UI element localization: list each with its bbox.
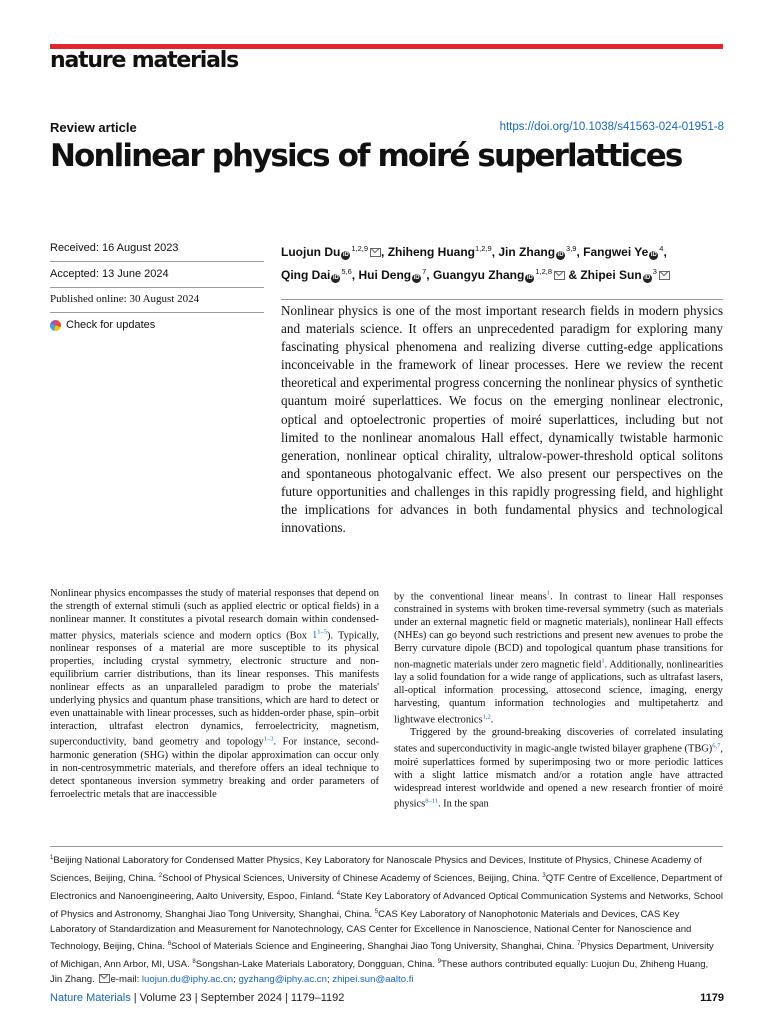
- author[interactable]: [358, 268, 426, 282]
- published-date: Published online: 30 August 2024: [50, 293, 200, 305]
- author[interactable]: [281, 245, 381, 259]
- accepted-date: Accepted: 13 June 2024: [50, 268, 169, 280]
- divider: [50, 261, 264, 262]
- author-name[interactable]: Fangwei Ye: [583, 245, 649, 259]
- article-title: Nonlinear physics of moiré superlattices: [50, 138, 682, 174]
- orcid-icon[interactable]: iD: [332, 275, 339, 281]
- author-name[interactable]: Zhiheng Huang: [387, 245, 476, 259]
- author[interactable]: [388, 245, 492, 259]
- citation-link[interactable]: [547, 591, 550, 602]
- citation-link[interactable]: [483, 715, 491, 726]
- author-separator: ,: [381, 245, 388, 259]
- citation-number[interactable]: 1–5: [317, 628, 328, 636]
- received-date: Received: 16 August 2023: [50, 242, 179, 254]
- orcid-icon[interactable]: iD: [557, 252, 564, 258]
- citation-number[interactable]: 1: [601, 658, 605, 665]
- abstract: Nonlinear physics is one of the most important research fields in modern physics and materials science. It offers an unprecedented paradigm for exploring many fascinating physical phenomena and realizing diverse cutting-edge applications inconceivable in the framework of linear processes. Here we review the recent theoretical and experimental progress concerning the nonlinear physics of synthetic quantum moiré superlattices. We focus on the emerging nonlinear electronic, optical and optoelectronic properties of moiré superlattices, including but not limited to the nonlinear anomalous Hall effect, dynamically twistable harmonic generation, nonlinear optical chirality, ultralow-power-threshold optical solitons and spontaneous photogalvanic effect. We also present our perspectives on the future opportunities and challenges in this rapidly progressing field, and highlight the implications for advances in both fundamental physics and technological innovations.: [281, 303, 723, 536]
- orcid-icon[interactable]: iD: [644, 275, 651, 281]
- author-affiliation: 4: [659, 244, 664, 253]
- citation-link[interactable]: [601, 659, 604, 670]
- author[interactable]: [583, 245, 663, 259]
- author-name[interactable]: Guangyu Zhang: [432, 268, 525, 282]
- orcid-icon[interactable]: iD: [650, 252, 657, 258]
- author-affiliation: 1,2,8: [535, 267, 552, 276]
- divider: [281, 299, 723, 300]
- affiliation-number: 6: [167, 941, 172, 948]
- citation-link[interactable]: [425, 799, 438, 810]
- page-footer: [50, 992, 344, 1004]
- affiliation-number: 4: [336, 890, 341, 897]
- author[interactable]: [580, 268, 670, 282]
- doi-link[interactable]: https://doi.org/10.1038/s41563-024-01951-8: [499, 121, 724, 133]
- body-column-left: [50, 588, 379, 801]
- citation-number[interactable]: 1: [546, 590, 551, 597]
- footer-journal-link[interactable]: Nature Materials: [50, 992, 131, 1004]
- page-number: 1179: [700, 992, 724, 1004]
- citation-number[interactable]: 1,2: [482, 713, 491, 721]
- author-separator: ,: [663, 245, 667, 259]
- mail-icon[interactable]: [370, 248, 381, 257]
- affiliation-number: 7: [577, 941, 581, 948]
- author-name[interactable]: Zhipei Sun: [580, 268, 642, 282]
- citation-link[interactable]: 1$^{1-5}$: [312, 628, 328, 642]
- affiliation-number: 9: [437, 959, 442, 966]
- author[interactable]: [498, 245, 576, 259]
- email-prefix: e-mail:: [110, 974, 142, 986]
- body-paragraph: Nonlinear physics encompasses the study of material responses that depend on the strength of external stimuli (such as applied electric or optical fields) in a nonlinear manner. It constitutes a pivotal research domain within condensed-matter physics, materials science and modern optics (Box 1$^{1-5}$). Typically, nonlinear responses of a material are more susceptible to its physical properties, including crystal symmetry, electronic structure and non-equilibrium carrier distributions, than its linear responses. This manifests nonlinear effects as an unparalleled paradigm to probe the materials' underlying physics and quantum phase transitions, which are hard to detect or even unattainable with linear processes, such as hidden-order phase, spin–orbit interaction, ultrafast electron dynamics, ferroelectricity, magnetism, superconductivity, band geometry and topology$^{1-3}$. For instance, second-harmonic generation (SHG) within the dipolar approximation can occur only in non-centrosymmetric materials, and therefore offers an ideal technique to detect spontaneous inversion symmetry breaking and order parameters of ferroelectric metals that are inaccessible: [50, 588, 380, 800]
- author-separator: ,: [491, 245, 499, 259]
- author[interactable]: [433, 268, 565, 282]
- orcid-icon[interactable]: iD: [526, 275, 533, 281]
- author-name[interactable]: Hui Deng: [358, 268, 412, 282]
- divider: [50, 312, 264, 313]
- journal-logo[interactable]: nature materials: [50, 48, 238, 73]
- citation-number[interactable]: 6,7: [712, 742, 721, 750]
- crossmark-icon: [50, 320, 61, 331]
- citation-link[interactable]: [264, 737, 274, 748]
- author-separator: ,: [426, 268, 433, 282]
- mail-icon[interactable]: [659, 271, 670, 280]
- mail-icon[interactable]: [554, 271, 565, 280]
- author-separator: ,: [576, 245, 584, 259]
- body-column-right: [394, 588, 723, 812]
- orcid-icon[interactable]: iD: [413, 275, 420, 281]
- orcid-icon[interactable]: iD: [342, 252, 349, 258]
- check-for-updates-button[interactable]: [50, 319, 264, 331]
- author-affiliation: 1,2,9: [475, 244, 492, 253]
- email-link[interactable]: zhipei.sun@aalto.fi: [332, 974, 414, 986]
- check-for-updates-label: Check for updates: [66, 319, 156, 331]
- author-name[interactable]: Jin Zhang: [498, 245, 556, 259]
- citation-number[interactable]: 1–3: [263, 735, 274, 743]
- article-type: Review article: [50, 120, 137, 135]
- body-paragraph: Triggered by the ground-breaking discoveries of correlated insulating states and superconductivity in magic-angle twisted bilayer graphene (TBG)$^{6,7}$, moiré superlattices formed by superimposing two or more periodic lattices with a slight lattice mismatch and/or a rotation angle have attracted widespread interest worldwide and opened a new research frontier of moiré physics$^{8-11}$. In the span: [394, 727, 723, 810]
- affiliation-number: 1: [50, 855, 54, 861]
- author-affiliation: 7: [422, 267, 427, 276]
- author-name[interactable]: Qing Dai: [281, 268, 331, 282]
- email-link[interactable]: gyzhang@iphy.ac.cn: [238, 974, 327, 986]
- affiliation-number: 5: [374, 908, 379, 915]
- affiliation-number: 3: [542, 872, 546, 879]
- affiliation-number: 2: [158, 872, 163, 879]
- email-link[interactable]: luojun.du@iphy.ac.cn: [141, 974, 234, 986]
- author-name[interactable]: Luojun Du: [281, 245, 341, 259]
- author-affiliation: 1,2,9: [351, 244, 369, 253]
- body-paragraph: by the conventional linear means$^1$. In contrast to linear Hall responses constrained in systems with broken time-reversal symmetry (such as materials under an external magnetic field or magnetic materials), nonlinear Hall effects (NHEs) can go beyond such restrictions and present new avenues to probe the Berry curvature dipole (BCD) and topological quantum phase transitions for non-magnetic materials under zero magnetic field$^1$. Additionally, nonlinearities lay a solid foundation for a wide range of applications, such as ultrafast lasers, all-optical information processing, attosecond science, imaging, energy harvesting, quantum information technologies and multipetahertz and lightwave electronics$^{1,2}$.: [394, 590, 724, 726]
- footer-details: | Volume 23 | September 2024 | 1179–1192: [130, 992, 345, 1004]
- divider: [50, 287, 264, 288]
- author-list: [281, 239, 721, 285]
- citation-number[interactable]: 8–11: [425, 797, 438, 805]
- author-affiliation: 3,9: [566, 244, 577, 253]
- citation-link[interactable]: [712, 744, 720, 755]
- author-separator: &: [565, 268, 581, 282]
- author-affiliation: 3: [652, 267, 657, 276]
- author-separator: ,: [351, 268, 359, 282]
- divider: [50, 846, 723, 847]
- author-affiliation: 5,6: [341, 267, 352, 276]
- author[interactable]: [281, 268, 352, 282]
- mail-icon: [99, 974, 110, 983]
- affiliations-footnote: $^1$Beijing National Laboratory for Condensed Matter Physics, Key Laboratory for Nanoscale Physics and Devices, Institute of Physics, Chinese Academy of Sciences, Beijing, China. $^2$School of Physical Sciences, University of Chinese Academy of Sciences, Beijing, China. $^3$QTF Centre of Excellence, Department of Electronics and Nanoengineering, Aalto University, Espoo, Finland. $^4$State Key Laboratory of Advanced Optical Communication Systems and Networks, School of Physics and Astronomy, Shanghai Jiao Tong University, Shanghai, China. $^5$CAS Key Laboratory of Nanophotonic Materials and Devices, CAS Key Laboratory of Standardization and Measurement for Nanotechnology, CAS Center for Excellence in Nanoscience, National Center for Nanoscience and Technology, Beijing, China. $^6$School of Materials Science and Engineering, Shanghai Jiao Tong University, Shanghai, China. $^7$Physics Department, University of Michigan, Ann Arbor, MI, USA. $^8$Songshan-Lake Materials Laboratory, Dongguan, China. $^9$These authors contributed equally: Luojun Du, Zhiheng Huang, Jin Zhang. e-mail: luojun.du@iphy.ac.cn; gyzhang@iphy.ac.cn; zhipei.sun@aalto.fi: [50, 855, 723, 986]
- affiliation-number: 8: [192, 959, 196, 966]
